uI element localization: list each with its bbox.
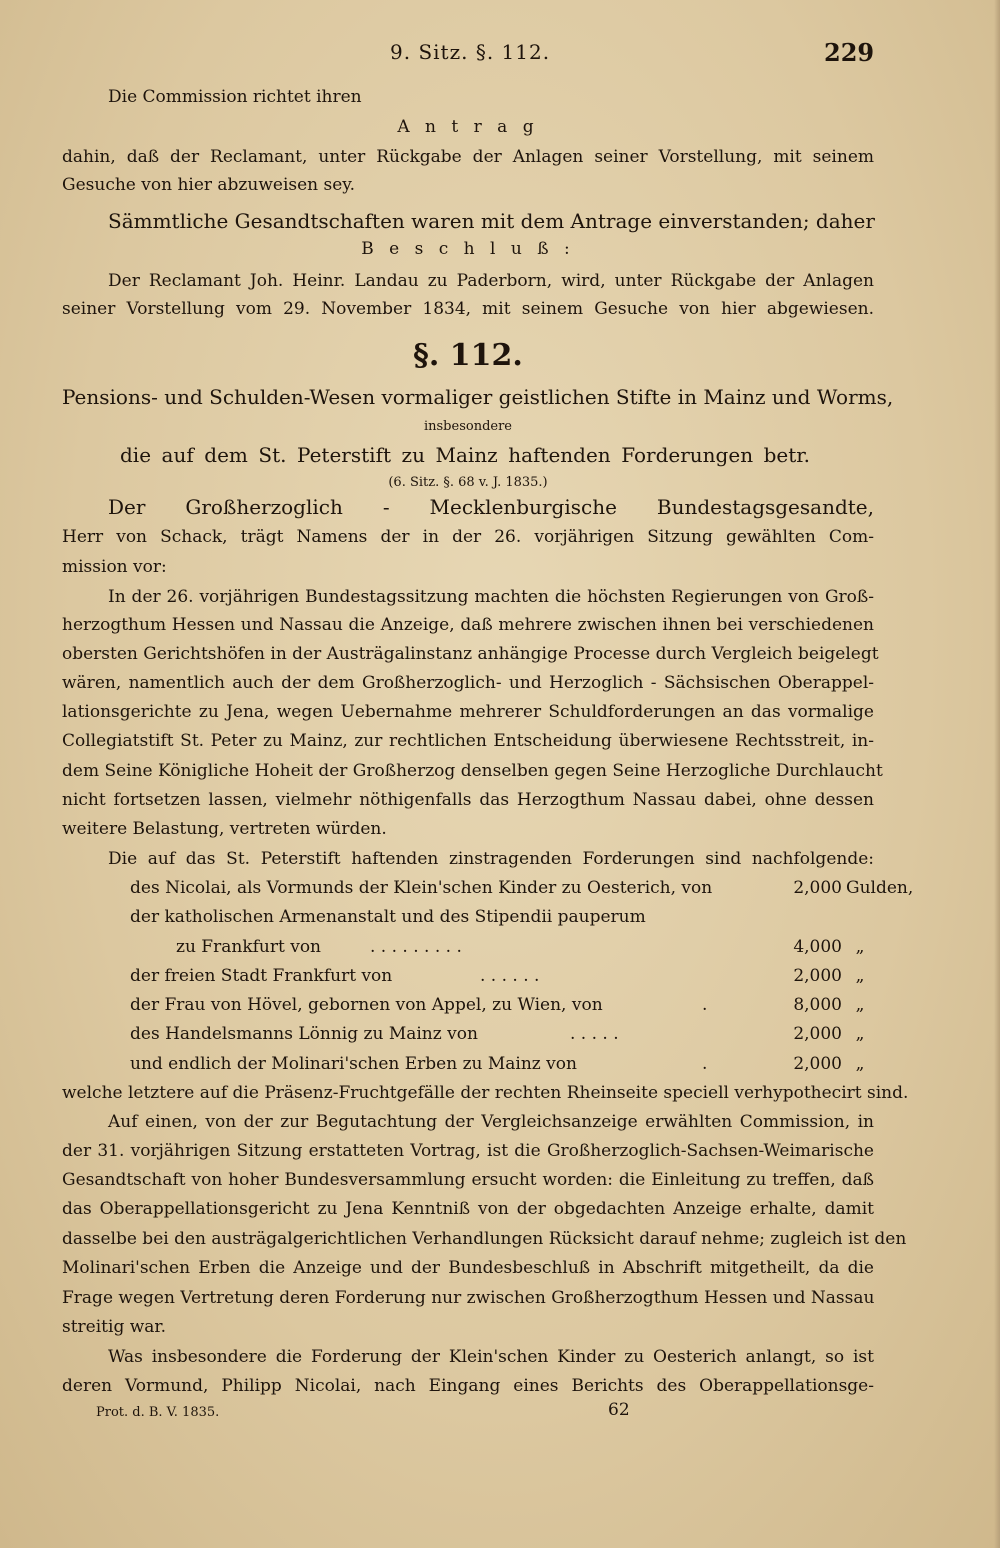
text-line: Frage wegen Vertretung deren Forderung nur zwischen Großherzogthum Hessen und Nassau <box>62 1288 875 1308</box>
creditor-row <box>130 906 874 928</box>
text-line: mission vor: <box>62 557 167 577</box>
text-line: der 31. vorjährigen Sitzung erstatteten Vortrag, ist die Großherzoglich-Sachsen-Weimarische <box>62 1141 874 1161</box>
footer-protocol: Prot. d. B. V. 1835. <box>96 1405 220 1420</box>
ditto-mark: „ <box>855 995 865 1015</box>
creditor-name: des Nicolai, als Vormunds der Klein'schen Kinder zu Oesterich, von <box>130 878 713 898</box>
text-line: deren Vormund, Philipp Nicolai, nach Eingang eines Berichts des Oberappellationsge- <box>62 1376 874 1396</box>
creditor-name: der Frau von Hövel, gebornen von Appel, zu Wien, von <box>130 995 603 1015</box>
section-subtitle: insbesondere <box>423 419 512 434</box>
creditor-name: und endlich der Molinari'schen Erben zu Mainz von <box>130 1054 577 1074</box>
leader-dots: . . . . . <box>570 1024 619 1044</box>
creditor-amount: 8,000 <box>793 995 842 1015</box>
text-line: Collegiatstift St. Peter zu Mainz, zur rechtlichen Entscheidung überwiesene Rechtsstreit, in- <box>62 731 874 751</box>
creditor-name: des Handelsmanns Lönnig zu Mainz von <box>130 1024 478 1044</box>
creditor-amount: 4,000 <box>793 937 842 957</box>
creditor-amount: 2,000 <box>793 1024 842 1044</box>
page-edge-shadow <box>994 0 1000 1548</box>
creditor-name: zu Frankfurt von <box>176 937 322 957</box>
text-line: Der Reclamant Joh. Heinr. Landau zu Paderborn, wird, unter Rückgabe der Anlagen <box>108 271 874 291</box>
creditor-name: der katholischen Armenanstalt und des Stipendii pauperum <box>130 907 646 927</box>
leader-dots: . <box>702 1054 708 1074</box>
text-line: weitere Belastung, vertreten würden. <box>62 819 387 839</box>
text-line: obersten Gerichtshöfen in der Austrägalinstanz anhängige Processe durch Vergleich beigelegt <box>62 644 879 664</box>
ditto-mark: „ <box>855 966 865 986</box>
section-heading: §. 112. <box>413 338 523 373</box>
creditor-unit: Gulden, <box>846 878 914 898</box>
text-line: In der 26. vorjährigen Bundestagssitzung machten die höchsten Regierungen von Groß- <box>108 587 874 607</box>
leader-dots: . . . . . . . . . <box>370 937 462 957</box>
heading-antrag: A n t r a g <box>397 117 539 137</box>
leader-dots: . . . . . . <box>480 966 540 986</box>
text-line: Die Commission richtet ihren <box>108 87 362 107</box>
running-title: 9. Sitz. §. 112. <box>390 40 551 64</box>
footer-signature: 62 <box>608 1400 630 1420</box>
text-line: das Oberappellationsgericht zu Jena Kenntniß von der obgedachten Anzeige erhalte, damit <box>62 1199 874 1219</box>
page-number: 229 <box>824 38 875 67</box>
text-line: dem Seine Königliche Hoheit der Großherzog denselben gegen Seine Herzogliche Durchlaucht <box>62 761 883 781</box>
ditto-mark: „ <box>855 1054 865 1074</box>
creditor-row <box>130 994 874 1016</box>
creditor-row <box>130 1023 874 1045</box>
text-line: seiner Vorstellung vom 29. November 1834, mit seinem Gesuche von hier abgewiesen. <box>62 299 874 319</box>
creditor-row <box>130 965 874 987</box>
creditor-amount: 2,000 <box>793 966 842 986</box>
text-line: herzogthum Hessen und Nassau die Anzeige, daß mehrere zwischen ihnen bei verschiedenen <box>62 615 874 635</box>
text-line: streitig war. <box>62 1317 167 1337</box>
text-line: lationsgerichte zu Jena, wegen Uebernahme mehrerer Schuldforderungen an das vormalige <box>62 702 874 722</box>
heading-beschluss: B e s c h l u ß : <box>361 239 575 259</box>
text-line: wären, namentlich auch der dem Großherzoglich- und Herzoglich - Sächsischen Oberappel- <box>62 673 874 693</box>
text-line: nicht fortsetzen lassen, vielmehr nöthigenfalls das Herzogthum Nassau dabei, ohne dessen <box>62 790 874 810</box>
text-line: Was insbesondere die Forderung der Klein'schen Kinder zu Oesterich anlangt, so ist <box>108 1347 874 1367</box>
creditor-row <box>130 1053 874 1075</box>
creditor-amount: 2,000 <box>793 1054 842 1074</box>
text-line: Die auf das St. Peterstift haftenden zinstragenden Forderungen sind nachfolgende: <box>108 849 874 869</box>
text-line: Auf einen, von der zur Begutachtung der Vergleichsanzeige erwählten Commission, in <box>108 1112 874 1132</box>
text-line: welche letztere auf die Präsenz-Fruchtgefälle der rechten Rheinseite speciell verhypothecirt sind. <box>62 1083 909 1103</box>
text-line: Sämmtliche Gesandtschaften waren mit dem Antrage einverstanden; daher <box>108 209 875 233</box>
text-line: Molinari'schen Erben die Anzeige und der Bundesbeschluß in Abschrift mitgetheilt, da die <box>62 1258 874 1278</box>
section-reference: (6. Sitz. §. 68 v. J. 1835.) <box>388 475 548 490</box>
text-line: dasselbe bei den austrägalgerichtlichen Verhandlungen Rücksicht darauf nehme; zugleich ist den <box>62 1229 907 1249</box>
section-title: die auf dem St. Peterstift zu Mainz haftenden Forderungen betr. <box>120 443 810 467</box>
text-line: Gesuche von hier abzuweisen sey. <box>62 175 356 195</box>
text-line: dahin, daß der Reclamant, unter Rückgabe der Anlagen seiner Vorstellung, mit seinem <box>62 147 874 167</box>
creditor-amount: 2,000 <box>793 878 842 898</box>
ditto-mark: „ <box>855 937 865 957</box>
creditor-name: der freien Stadt Frankfurt von <box>130 966 393 986</box>
text-line: Der Großherzoglich - Mecklenburgische Bundestagsgesandte, <box>108 495 874 519</box>
creditor-row <box>130 877 914 899</box>
creditor-row <box>130 936 874 958</box>
text-line: Herr von Schack, trägt Namens der in der 26. vorjährigen Sitzung gewählten Com- <box>62 527 874 547</box>
text-line: Gesandtschaft von hoher Bundesversammlung ersucht worden: die Einleitung zu treffen, daß <box>62 1170 874 1190</box>
ditto-mark: „ <box>855 1024 865 1044</box>
leader-dots: . <box>702 995 708 1015</box>
section-title: Pensions- und Schulden-Wesen vormaliger geistlichen Stifte in Mainz und Worms, <box>62 385 894 409</box>
